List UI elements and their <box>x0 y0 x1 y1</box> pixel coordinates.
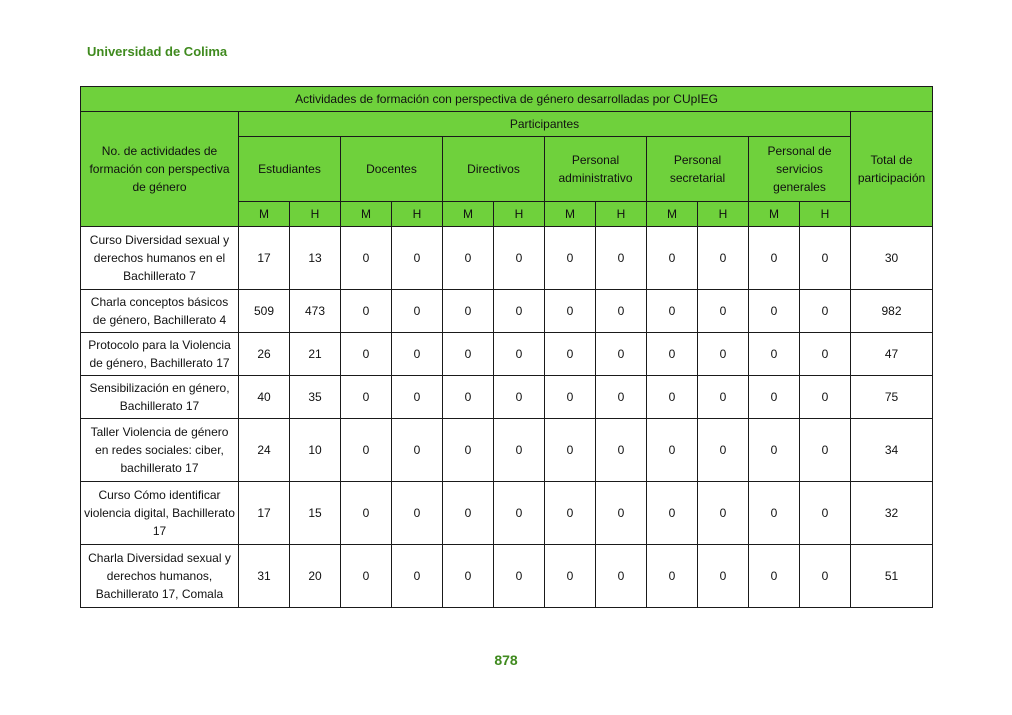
activity-cell: Curso Cómo identificar violencia digital, Bachillerato 17 <box>81 482 239 545</box>
value-cell: 0 <box>443 290 494 333</box>
value-cell: 0 <box>341 482 392 545</box>
value-cell: 0 <box>596 376 647 419</box>
value-cell: 0 <box>749 376 800 419</box>
value-cell: 0 <box>494 482 545 545</box>
sex-header-m: M <box>443 202 494 227</box>
value-cell: 0 <box>698 376 749 419</box>
value-cell: 24 <box>239 419 290 482</box>
value-cell: 0 <box>800 482 851 545</box>
value-cell: 0 <box>392 290 443 333</box>
participants-header: Participantes <box>239 112 851 137</box>
group-header-directivos: Directivos <box>443 137 545 202</box>
group-header-personal-administrativo: Personal administrativo <box>545 137 647 202</box>
total-cell: 34 <box>851 419 933 482</box>
value-cell: 0 <box>545 545 596 608</box>
value-cell: 0 <box>392 333 443 376</box>
value-cell: 0 <box>647 545 698 608</box>
value-cell: 0 <box>647 419 698 482</box>
value-cell: 0 <box>698 333 749 376</box>
value-cell: 0 <box>494 376 545 419</box>
value-cell: 13 <box>290 227 341 290</box>
activity-cell: Charla Diversidad sexual y derechos humanos, Bachillerato 17, Comala <box>81 545 239 608</box>
value-cell: 0 <box>341 333 392 376</box>
value-cell: 31 <box>239 545 290 608</box>
value-cell: 0 <box>647 333 698 376</box>
table-row <box>81 376 933 419</box>
activities-column-header: No. de actividades de formación con perspectiva de género <box>81 112 239 227</box>
total-column-header: Total de participación <box>851 112 933 227</box>
value-cell: 0 <box>341 290 392 333</box>
sex-header-h: H <box>800 202 851 227</box>
activity-cell: Sensibilización en género, Bachillerato 17 <box>81 376 239 419</box>
value-cell: 0 <box>698 545 749 608</box>
sex-header-h: H <box>392 202 443 227</box>
value-cell: 0 <box>698 419 749 482</box>
value-cell: 0 <box>647 482 698 545</box>
sex-header-m: M <box>545 202 596 227</box>
value-cell: 26 <box>239 333 290 376</box>
value-cell: 0 <box>494 333 545 376</box>
value-cell: 15 <box>290 482 341 545</box>
value-cell: 0 <box>392 376 443 419</box>
group-header-estudiantes: Estudiantes <box>239 137 341 202</box>
value-cell: 0 <box>392 545 443 608</box>
value-cell: 0 <box>443 333 494 376</box>
value-cell: 0 <box>749 419 800 482</box>
value-cell: 0 <box>749 545 800 608</box>
value-cell: 0 <box>392 227 443 290</box>
table-row <box>81 545 933 608</box>
value-cell: 0 <box>596 227 647 290</box>
total-cell: 982 <box>851 290 933 333</box>
value-cell: 0 <box>341 227 392 290</box>
sex-header-h: H <box>596 202 647 227</box>
value-cell: 0 <box>494 290 545 333</box>
value-cell: 0 <box>443 419 494 482</box>
value-cell: 0 <box>647 376 698 419</box>
value-cell: 0 <box>443 482 494 545</box>
activities-table <box>80 86 933 608</box>
table-row <box>81 482 933 545</box>
value-cell: 0 <box>800 376 851 419</box>
value-cell: 0 <box>800 227 851 290</box>
value-cell: 20 <box>290 545 341 608</box>
value-cell: 0 <box>596 545 647 608</box>
sex-header-m: M <box>749 202 800 227</box>
value-cell: 0 <box>545 376 596 419</box>
value-cell: 35 <box>290 376 341 419</box>
value-cell: 0 <box>545 419 596 482</box>
value-cell: 0 <box>443 376 494 419</box>
value-cell: 0 <box>341 376 392 419</box>
value-cell: 0 <box>596 482 647 545</box>
sex-header-m: M <box>239 202 290 227</box>
value-cell: 10 <box>290 419 341 482</box>
value-cell: 0 <box>800 419 851 482</box>
value-cell: 17 <box>239 482 290 545</box>
sex-header-m: M <box>647 202 698 227</box>
value-cell: 0 <box>341 419 392 482</box>
value-cell: 0 <box>392 419 443 482</box>
table-row <box>81 290 933 333</box>
value-cell: 0 <box>545 482 596 545</box>
group-header-personal-secretarial: Personal secretarial <box>647 137 749 202</box>
activity-cell: Curso Diversidad sexual y derechos humanos en el Bachillerato 7 <box>81 227 239 290</box>
value-cell: 0 <box>545 290 596 333</box>
value-cell: 0 <box>749 290 800 333</box>
sex-header-m: M <box>341 202 392 227</box>
value-cell: 0 <box>698 482 749 545</box>
total-cell: 75 <box>851 376 933 419</box>
table-row <box>81 419 933 482</box>
value-cell: 0 <box>596 290 647 333</box>
value-cell: 509 <box>239 290 290 333</box>
organization-header: Universidad de Colima <box>87 44 228 59</box>
value-cell: 0 <box>749 227 800 290</box>
value-cell: 0 <box>443 227 494 290</box>
total-cell: 51 <box>851 545 933 608</box>
value-cell: 0 <box>647 290 698 333</box>
total-cell: 47 <box>851 333 933 376</box>
page-number: 878 <box>494 652 518 668</box>
sex-header-h: H <box>698 202 749 227</box>
value-cell: 0 <box>494 419 545 482</box>
value-cell: 0 <box>494 545 545 608</box>
value-cell: 0 <box>494 227 545 290</box>
value-cell: 21 <box>290 333 341 376</box>
table-title: Actividades de formación con perspectiva de género desarrolladas por CUpIEG <box>81 87 933 112</box>
sex-header-h: H <box>290 202 341 227</box>
table-row <box>81 333 933 376</box>
value-cell: 0 <box>800 545 851 608</box>
value-cell: 0 <box>698 290 749 333</box>
value-cell: 0 <box>443 545 494 608</box>
activity-cell: Protocolo para la Violencia de género, Bachillerato 17 <box>81 333 239 376</box>
value-cell: 0 <box>749 333 800 376</box>
value-cell: 17 <box>239 227 290 290</box>
value-cell: 0 <box>698 227 749 290</box>
value-cell: 473 <box>290 290 341 333</box>
value-cell: 0 <box>596 333 647 376</box>
value-cell: 0 <box>545 333 596 376</box>
value-cell: 0 <box>647 227 698 290</box>
value-cell: 40 <box>239 376 290 419</box>
value-cell: 0 <box>800 333 851 376</box>
activity-cell: Charla conceptos básicos de género, Bachillerato 4 <box>81 290 239 333</box>
value-cell: 0 <box>392 482 443 545</box>
table-row <box>81 227 933 290</box>
value-cell: 0 <box>341 545 392 608</box>
total-cell: 30 <box>851 227 933 290</box>
value-cell: 0 <box>749 482 800 545</box>
value-cell: 0 <box>596 419 647 482</box>
value-cell: 0 <box>545 227 596 290</box>
sex-header-h: H <box>494 202 545 227</box>
group-header-docentes: Docentes <box>341 137 443 202</box>
group-header-personal-servicios-generales: Personal de servicios generales <box>749 137 851 202</box>
total-cell: 32 <box>851 482 933 545</box>
value-cell: 0 <box>800 290 851 333</box>
activity-cell: Taller Violencia de género en redes sociales: ciber, bachillerato 17 <box>81 419 239 482</box>
